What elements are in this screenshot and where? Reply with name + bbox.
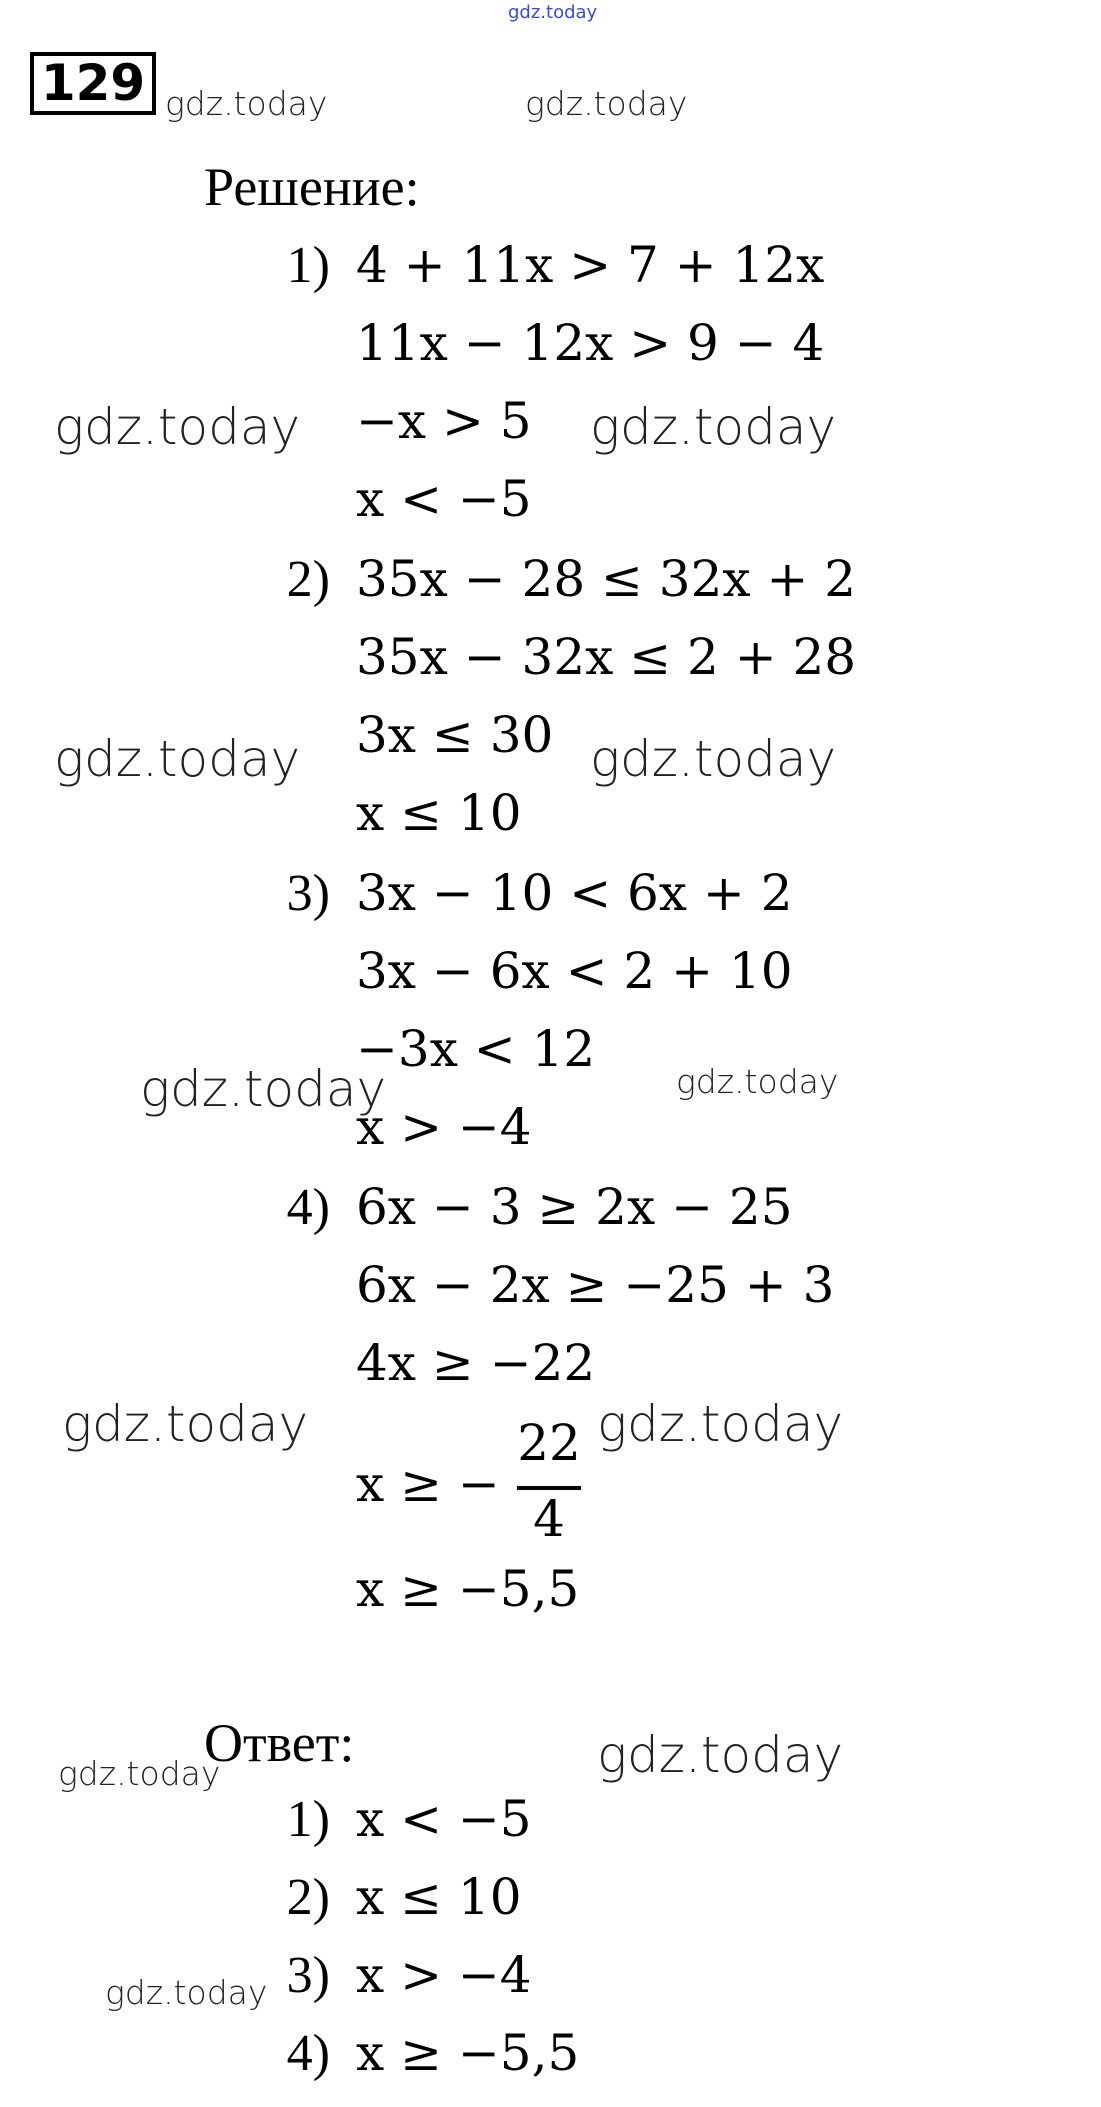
watermark: gdz.today	[58, 1754, 221, 1793]
problem-label: 3)	[286, 865, 330, 922]
watermark: gdz.today	[590, 730, 837, 788]
watermark: gdz.today	[140, 1060, 387, 1118]
equation-line: 35x − 32x ≤ 2 + 28	[356, 628, 857, 686]
equation-line: 4x ≥ −22	[356, 1334, 596, 1392]
answer-line: x > −4	[356, 1946, 532, 2004]
fraction-denominator: 4	[533, 1490, 565, 1548]
equation-line: 3x ≤ 30	[356, 706, 554, 764]
answer-line: x < −5	[356, 1790, 532, 1848]
problem-label: 4)	[286, 1179, 330, 1236]
watermark: gdz.today	[597, 1726, 844, 1784]
watermark: gdz.today	[105, 1973, 268, 2012]
answer-heading: Ответ:	[204, 1713, 355, 1773]
equation-line: 3x − 10 < 6x + 2	[356, 864, 793, 922]
watermark: gdz.today	[62, 1395, 309, 1453]
answer-label: 2)	[286, 1869, 330, 1926]
equation-line: 6x − 3 ≥ 2x − 25	[356, 1178, 793, 1236]
equation-line: 4 + 11x > 7 + 12x	[356, 236, 825, 294]
equation-line: x > −4	[356, 1098, 532, 1156]
answer-label: 4)	[286, 2025, 330, 2082]
equation-line: x ≥ −	[356, 1455, 500, 1513]
answer-line: x ≥ −5,5	[356, 2024, 580, 2082]
answer-label: 1)	[286, 1791, 330, 1848]
equation-line: x ≤ 10	[356, 784, 522, 842]
watermark: gdz.today	[54, 398, 301, 456]
watermark: gdz.today	[525, 84, 688, 123]
watermark: gdz.today	[54, 730, 301, 788]
watermark: gdz.today	[676, 1062, 839, 1101]
watermark-top: gdz.today	[508, 2, 598, 23]
watermark: gdz.today	[165, 84, 328, 123]
fraction-numerator: 22	[517, 1414, 581, 1472]
equation-line: 6x − 2x ≥ −25 + 3	[356, 1256, 835, 1314]
watermark: gdz.today	[590, 398, 837, 456]
equation-line: 3x − 6x < 2 + 10	[356, 942, 793, 1000]
equation-line: 11x − 12x > 9 − 4	[356, 314, 825, 372]
answer-line: x ≤ 10	[356, 1868, 522, 1926]
watermark: gdz.today	[597, 1395, 844, 1453]
answer-label: 3)	[286, 1947, 330, 2004]
equation-line: −x > 5	[356, 392, 532, 450]
equation-line: 35x − 28 ≤ 32x + 2	[356, 550, 857, 608]
equation-line: −3x < 12	[356, 1020, 596, 1078]
problem-label: 2)	[286, 551, 330, 608]
equation-line: x ≥ −5,5	[356, 1560, 580, 1618]
solution-heading: Решение:	[204, 157, 420, 217]
equation-line: x < −5	[356, 470, 532, 528]
problem-number: 129	[30, 52, 156, 115]
problem-label: 1)	[286, 237, 330, 294]
